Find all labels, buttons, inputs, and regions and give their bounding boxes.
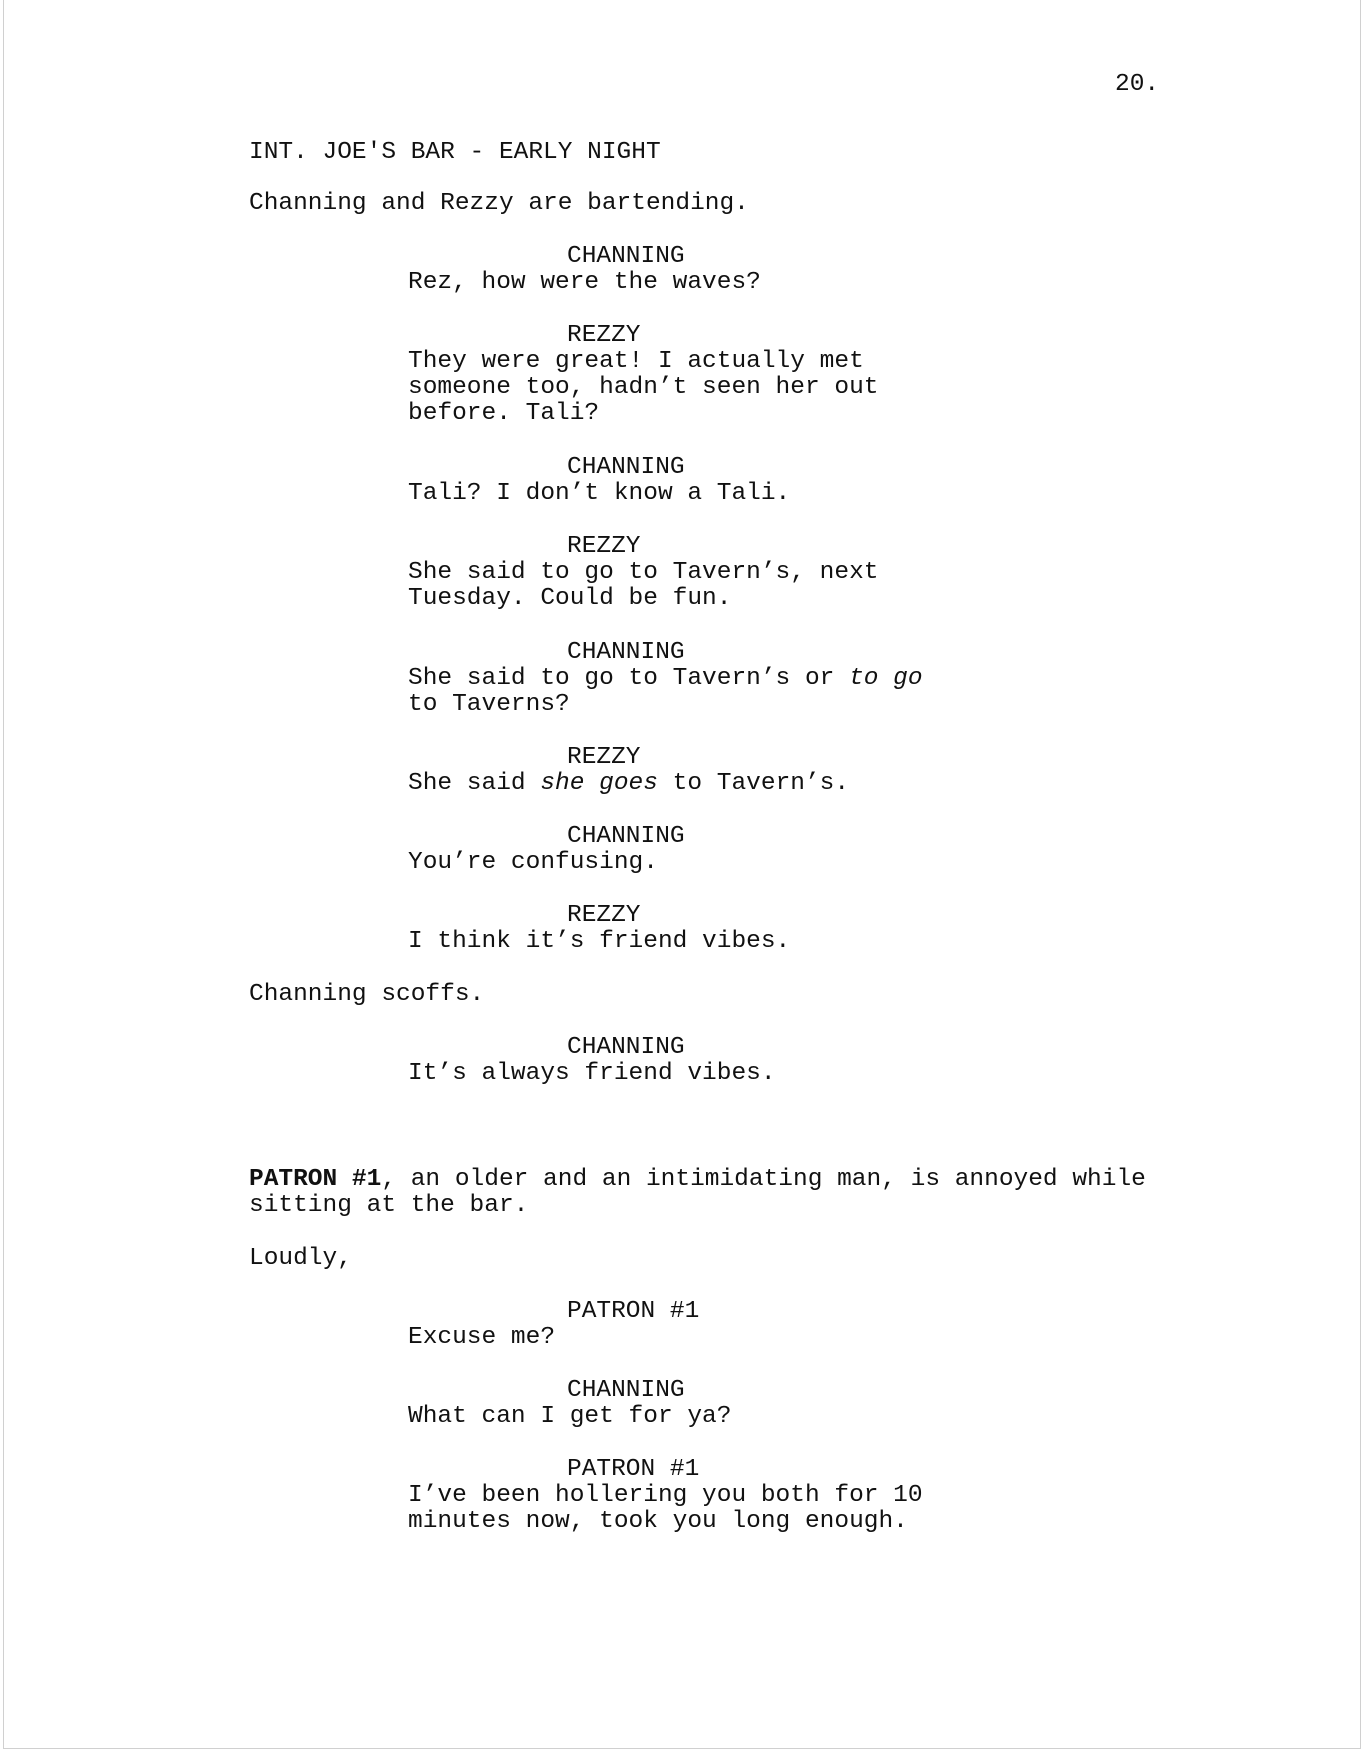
character-cue: CHANNING: [567, 639, 685, 666]
action-line: sitting at the bar.: [249, 1192, 529, 1219]
dialogue-emphasis: to go: [849, 665, 923, 692]
dialogue-line: I’ve been hollering you both for 10: [408, 1482, 923, 1509]
action-line: Channing and Rezzy are bartending.: [249, 190, 749, 217]
character-intro: PATRON #1: [249, 1166, 382, 1193]
scene-heading: INT. JOE'S BAR - EARLY NIGHT: [249, 139, 661, 166]
character-cue: PATRON #1: [567, 1456, 700, 1483]
character-cue: REZZY: [567, 902, 641, 929]
dialogue-line: Rez, how were the waves?: [408, 269, 761, 296]
dialogue-line: [408, 666, 923, 693]
character-cue: REZZY: [567, 533, 641, 560]
dialogue-line: I think it’s friend vibes.: [408, 928, 791, 955]
dialogue-line: to Taverns?: [408, 691, 570, 718]
action-text: , an older and an intimidating man, is annoyed while: [381, 1166, 1146, 1193]
character-cue: CHANNING: [567, 1034, 685, 1061]
page-number: 20.: [1115, 71, 1160, 98]
dialogue-line: They were great! I actually met: [408, 348, 864, 375]
character-cue: PATRON #1: [567, 1298, 700, 1325]
dialogue-line: [408, 771, 849, 798]
character-cue: CHANNING: [567, 823, 685, 850]
dialogue-line: minutes now, took you long enough.: [408, 1508, 908, 1535]
dialogue-line: someone too, hadn’t seen her out: [408, 374, 879, 401]
dialogue-line: Excuse me?: [408, 1324, 556, 1351]
dialogue-line: Tuesday. Could be fun.: [408, 585, 732, 612]
dialogue-line: It’s always friend vibes.: [408, 1060, 776, 1087]
character-cue: CHANNING: [567, 1377, 685, 1404]
dialogue-line: You’re confusing.: [408, 849, 658, 876]
script-page: [3, 0, 1361, 1749]
action-line: Channing scoffs.: [249, 981, 485, 1008]
dialogue-text: She said to go to Tavern’s or: [408, 665, 850, 692]
action-line: [249, 1167, 1146, 1194]
character-cue: REZZY: [567, 322, 641, 349]
character-cue: CHANNING: [567, 243, 685, 270]
character-cue: REZZY: [567, 744, 641, 771]
dialogue-line: She said to go to Tavern’s, next: [408, 559, 879, 586]
action-line: Loudly,: [249, 1245, 352, 1272]
dialogue-line: Tali? I don’t know a Tali.: [408, 480, 791, 507]
dialogue-emphasis: she goes: [540, 770, 658, 797]
dialogue-text: She said: [408, 770, 541, 797]
dialogue-line: What can I get for ya?: [408, 1403, 732, 1430]
dialogue-line: before. Tali?: [408, 400, 600, 427]
dialogue-text: to Tavern’s.: [657, 770, 850, 797]
character-cue: CHANNING: [567, 454, 685, 481]
